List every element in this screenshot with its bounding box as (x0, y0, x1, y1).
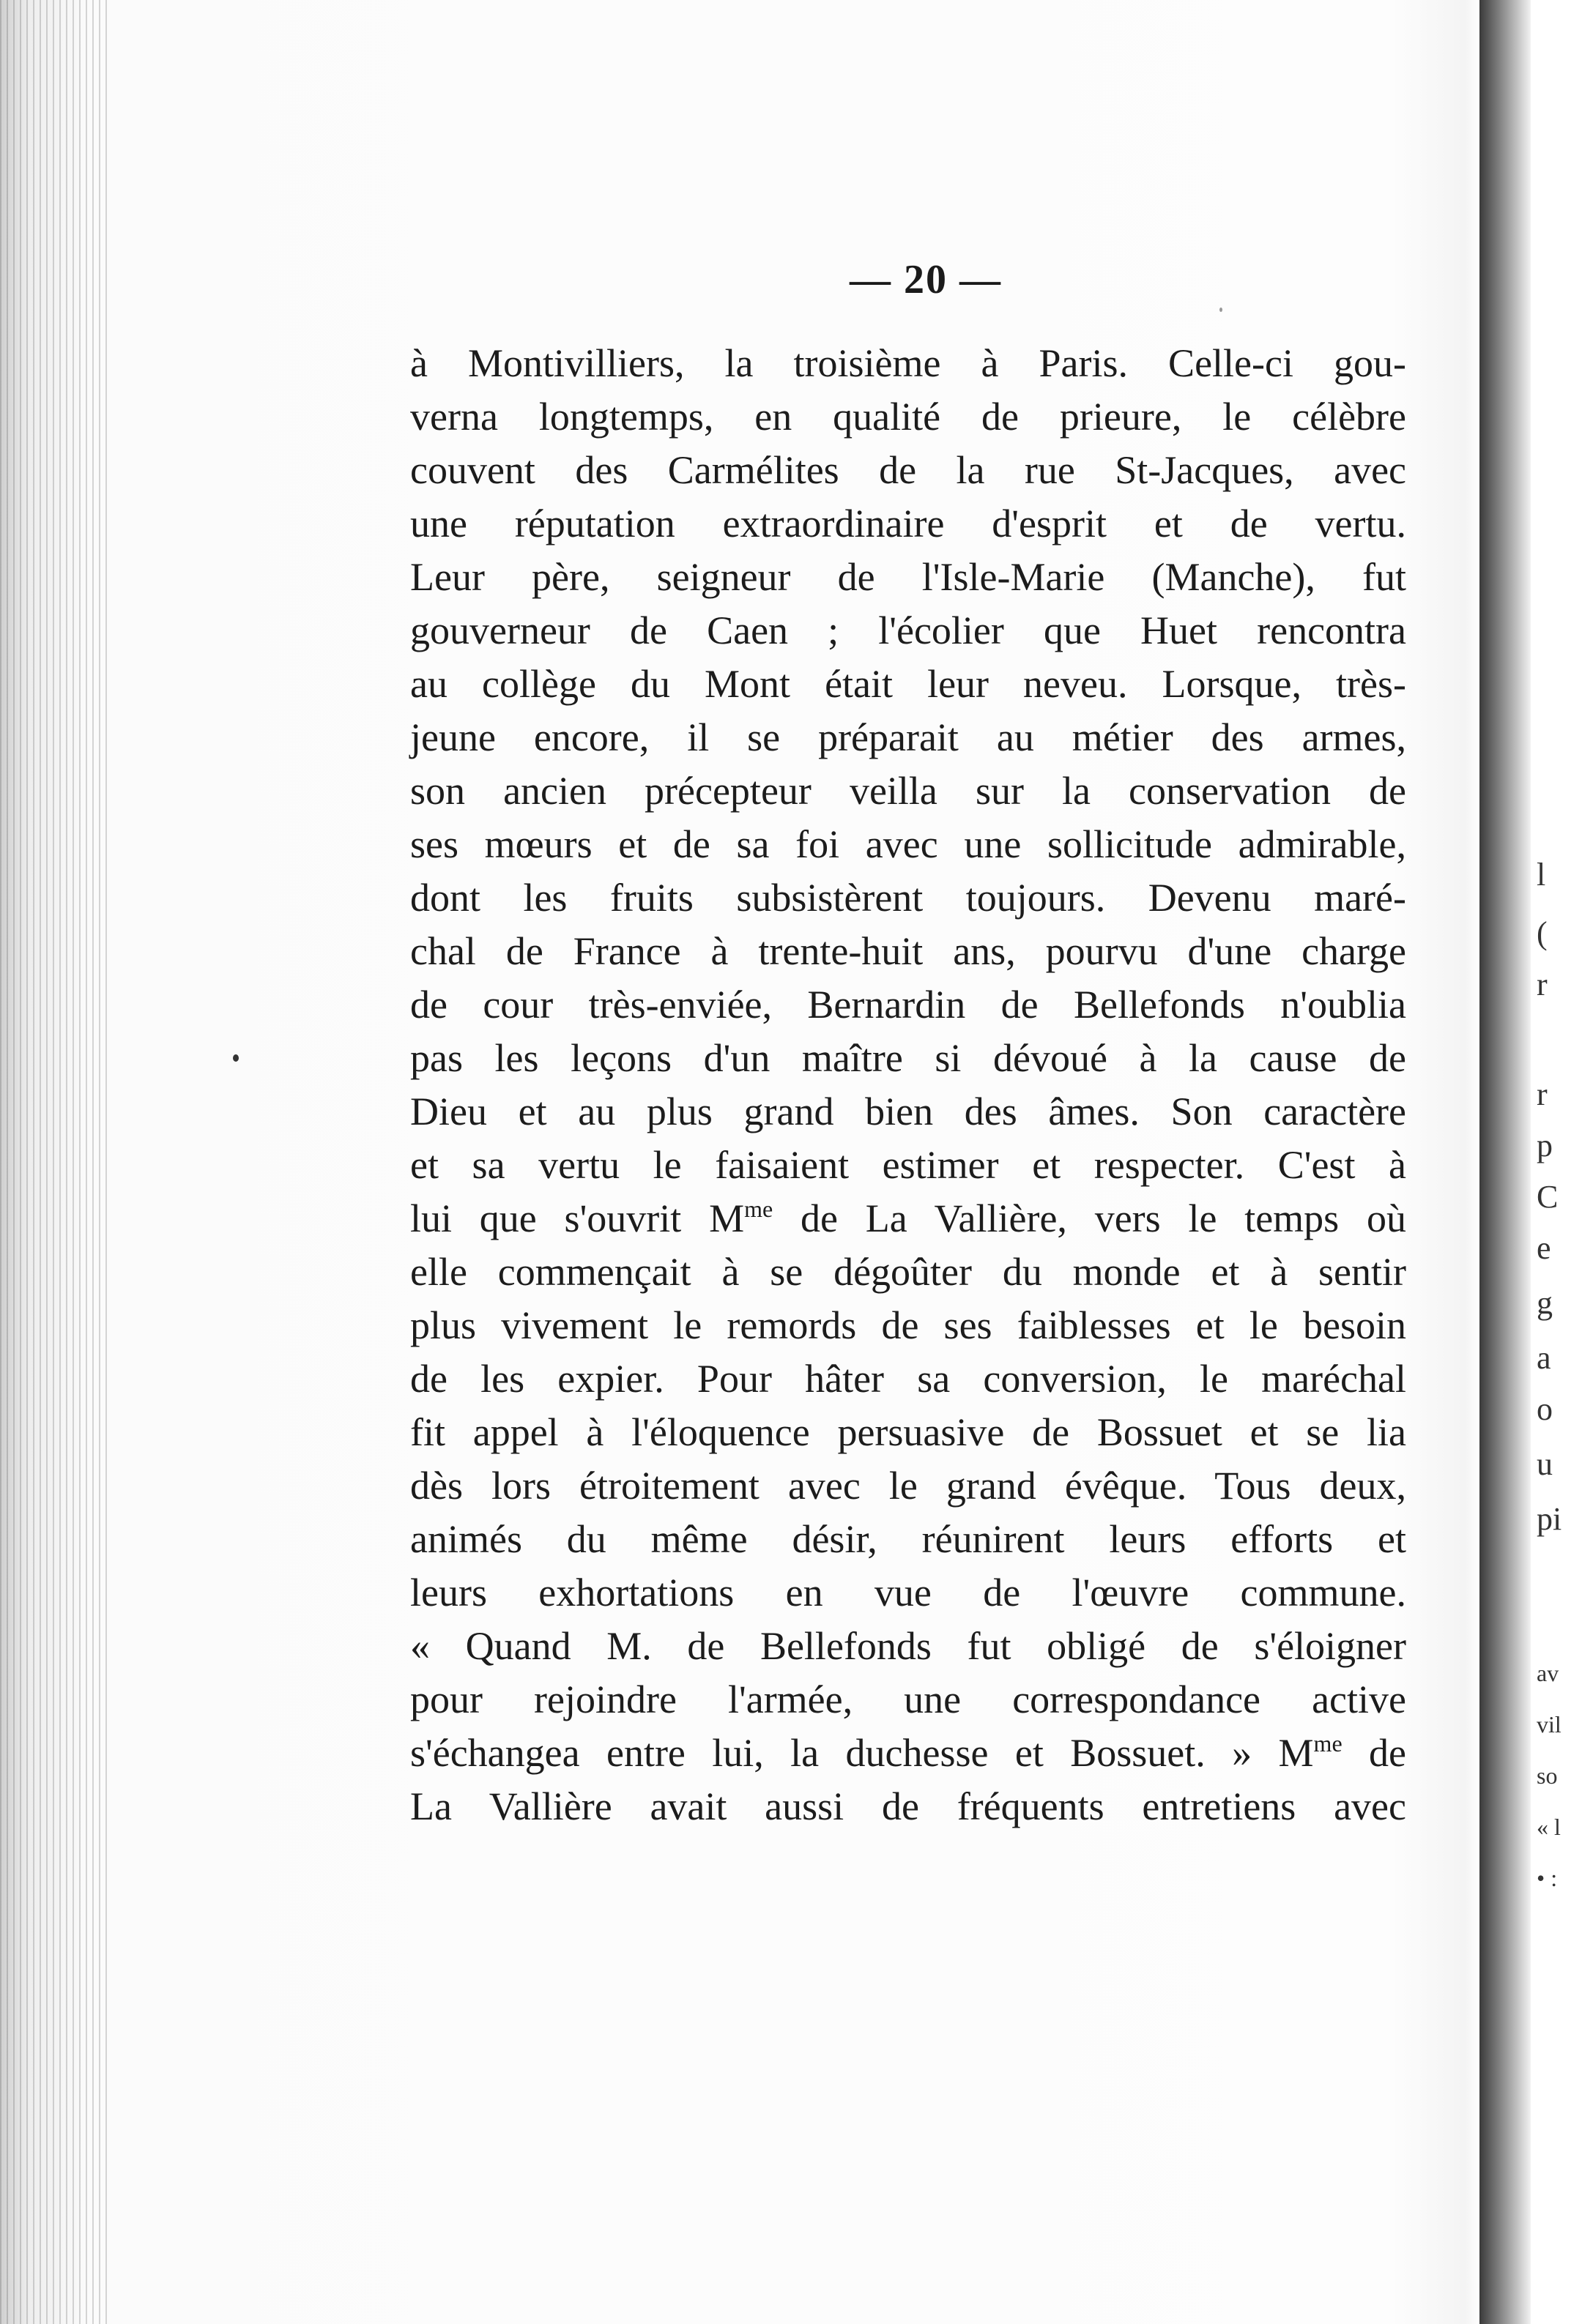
text-line: une réputation extraordinaire d'esprit et de vertu. (410, 502, 1406, 545)
text-line: lui que s'ouvrit $M^{me}$ de La Vallière, vers le temps où (410, 1196, 1406, 1240)
ink-speck (1219, 308, 1222, 312)
book-spine-edge (0, 0, 110, 2324)
text-line: verna longtemps, en qualité de prieure, le célèbre (410, 395, 1406, 439)
text-line: ses mœurs et de sa foi avec une sollicitude admirable, (410, 822, 1406, 866)
text-line: Leur père, seigneur de l'Isle-Marie (Manche), fut (410, 555, 1406, 599)
text-line: de les expier. Pour hâter sa conversion, le maréchal (410, 1357, 1406, 1401)
text-line: leurs exhortations en vue de l'œuvre commune. (410, 1571, 1406, 1614)
text-line: elle commençait à se dégoûter du monde et à sentir (410, 1250, 1406, 1294)
text-line: chal de France à trente-huit ans, pourvu d'une charge (410, 929, 1406, 973)
facing-page-fragment: « l (1537, 1814, 1561, 1840)
facing-page-fragment: • : (1537, 1865, 1558, 1891)
text-line: à Montivilliers, la troisième à Paris. Celle-ci gou- (410, 341, 1406, 385)
ink-speck (233, 1054, 239, 1062)
text-line: fit appel à l'éloquence persuasive de Bossuet et se lia (410, 1410, 1406, 1454)
body-text (410, 337, 1406, 1833)
text-line: couvent des Carmélites de la rue St-Jacques, avec (410, 448, 1406, 492)
text-line: gouverneur de Caen ; l'écolier que Huet rencontra (410, 608, 1406, 652)
text-line: dont les fruits subsistèrent toujours. Devenu maré- (410, 876, 1406, 920)
facing-page-fragment: C (1537, 1179, 1559, 1215)
facing-page-fragment: r (1537, 967, 1548, 1002)
text-line: son ancien précepteur veilla sur la conservation de (410, 769, 1406, 813)
facing-page-fragment: u (1537, 1446, 1553, 1482)
facing-page-fragment: g (1537, 1285, 1553, 1321)
text-line: de cour très-enviée, Bernardin de Bellefonds n'oublia (410, 983, 1406, 1027)
text-line: « Quand M. de Bellefonds fut obligé de s'éloigner (410, 1624, 1406, 1668)
text-line: et sa vertu le faisaient estimer et respecter. C'est à (410, 1143, 1406, 1187)
facing-page-fragment: p (1537, 1128, 1553, 1163)
text-line: plus vivement le remords de ses faiblesses et le besoin (410, 1303, 1406, 1347)
facing-page-fragment: a (1537, 1340, 1551, 1376)
facing-page-fragment: pi (1537, 1501, 1562, 1537)
facing-page-fragment: so (1537, 1762, 1558, 1789)
facing-page-fragment: ( (1537, 915, 1548, 951)
facing-page-fragment: r (1537, 1076, 1548, 1112)
text-line: Dieu et au plus grand bien des âmes. Son caractère (410, 1090, 1406, 1133)
facing-page-fragment: e (1537, 1230, 1551, 1266)
facing-page-fragment: l (1537, 857, 1546, 893)
text-line: au collège du Mont était leur neveu. Lorsque, très- (410, 662, 1406, 706)
text-line: jeune encore, il se préparait au métier des armes, (410, 715, 1406, 759)
text-line: pour rejoindre l'armée, une correspondance active (410, 1677, 1406, 1721)
facing-page-fragment: o (1537, 1391, 1553, 1427)
page-number: — 20 — (850, 257, 1002, 302)
text-line: s'échangea entre lui, la duchesse et Bossuet. » $M^{me}$ de (410, 1730, 1406, 1775)
facing-page-fragment: vil (1537, 1711, 1561, 1738)
text-line: pas les leçons d'un maître si dévoué à la cause de (410, 1036, 1406, 1080)
text-line: dès lors étroitement avec le grand évêque. Tous deux, (410, 1464, 1406, 1508)
text-line: La Vallière avait aussi de fréquents entretiens avec (410, 1784, 1406, 1828)
facing-page-fragment: av (1537, 1660, 1559, 1686)
text-line: animés du même désir, réunirent leurs efforts et (410, 1517, 1406, 1561)
